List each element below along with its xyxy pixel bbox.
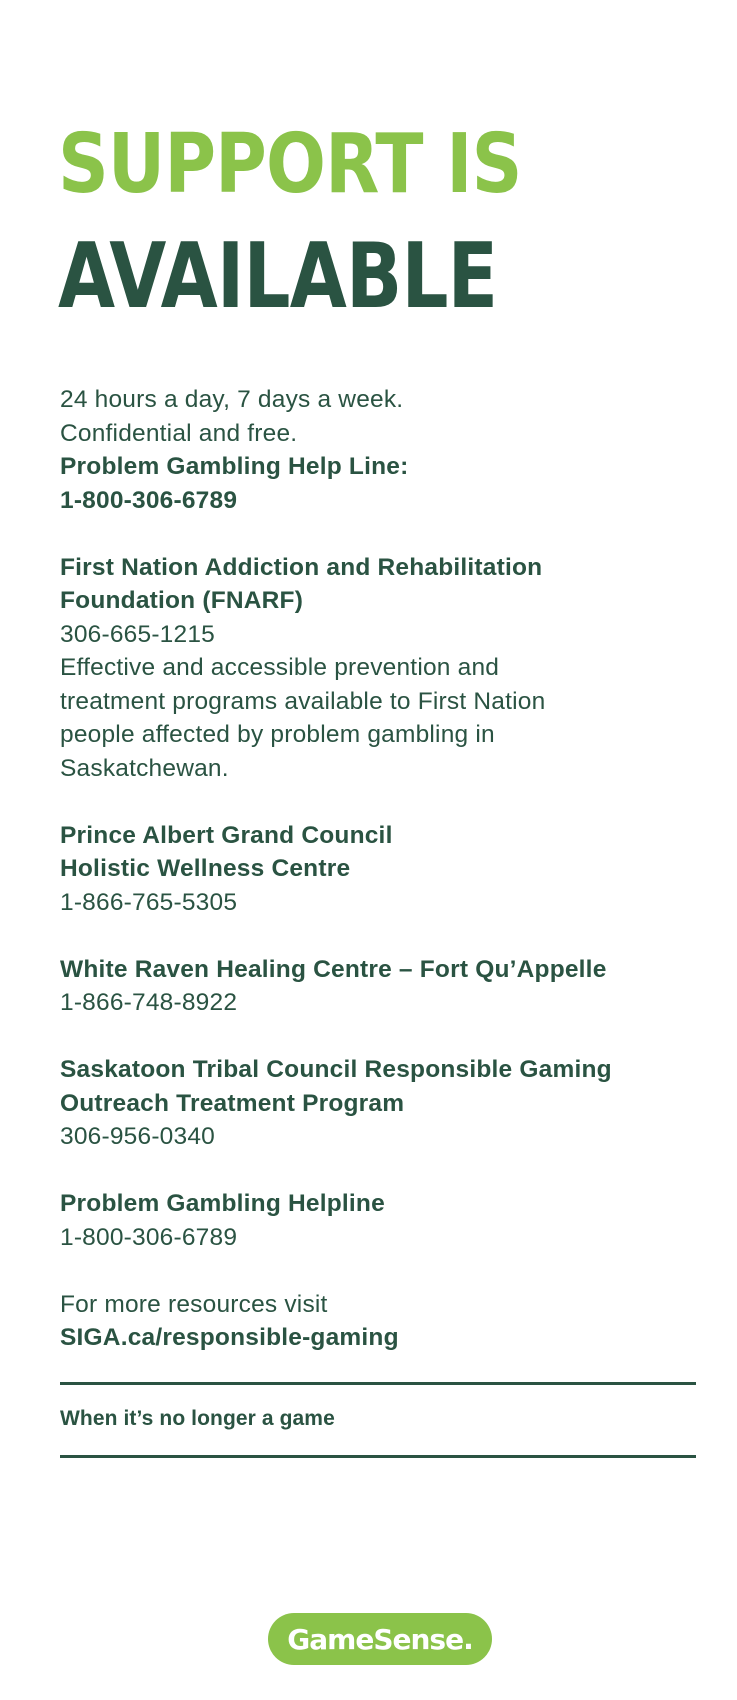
gamesense-logo xyxy=(268,1613,492,1665)
resource-name: Prince Albert Grand Council xyxy=(60,821,393,849)
helpline-label: Problem Gambling Help Line: xyxy=(60,453,409,480)
resource-name: Problem Gambling Helpline xyxy=(60,1190,385,1217)
resource-phone[interactable]: 306-665-1215 xyxy=(60,620,215,648)
divider-top xyxy=(60,1382,696,1385)
more-resources-text: For more resources visit xyxy=(60,1290,328,1318)
headline-line-2: AVAILABLE xyxy=(58,224,498,329)
resource-phone[interactable]: 1-866-765-5305 xyxy=(60,888,238,916)
resource-description: people affected by problem gambling in xyxy=(60,721,495,748)
resources-content xyxy=(60,383,700,1355)
resource-description: Saskatchewan. xyxy=(60,754,229,782)
resource-name: Holistic Wellness Centre xyxy=(60,855,351,882)
tagline: When it’s no longer a game xyxy=(60,1407,335,1430)
intro-confidential: Confidential and free. xyxy=(60,419,298,447)
gamesense-logo-text: GameSense. xyxy=(287,1622,473,1656)
resource-description: Effective and accessible prevention and xyxy=(60,654,500,681)
resource-name: Saskatoon Tribal Council Responsible Gaming xyxy=(60,1056,612,1083)
intro-availability: 24 hours a day, 7 days a week. xyxy=(60,386,404,413)
resource-name: Foundation (FNARF) xyxy=(60,587,304,614)
resource-name: First Nation Addiction and Rehabilitation xyxy=(60,553,543,581)
helpline-phone[interactable]: 1-800-306-6789 xyxy=(60,486,238,514)
resource-description: treatment programs available to First Nation xyxy=(60,687,546,715)
resource-phone[interactable]: 1-800-306-6789 xyxy=(60,1223,238,1251)
headline-line-1: SUPPORT IS xyxy=(58,117,522,212)
resource-phone[interactable]: 1-866-748-8922 xyxy=(60,989,238,1016)
divider-bottom xyxy=(60,1455,696,1458)
resource-phone[interactable]: 306-956-0340 xyxy=(60,1123,215,1150)
more-resources-link[interactable]: SIGA.ca/responsible-gaming xyxy=(60,1324,399,1351)
resource-name: Outreach Treatment Program xyxy=(60,1089,405,1117)
resource-name: White Raven Healing Centre – Fort Qu’Appelle xyxy=(60,955,607,983)
